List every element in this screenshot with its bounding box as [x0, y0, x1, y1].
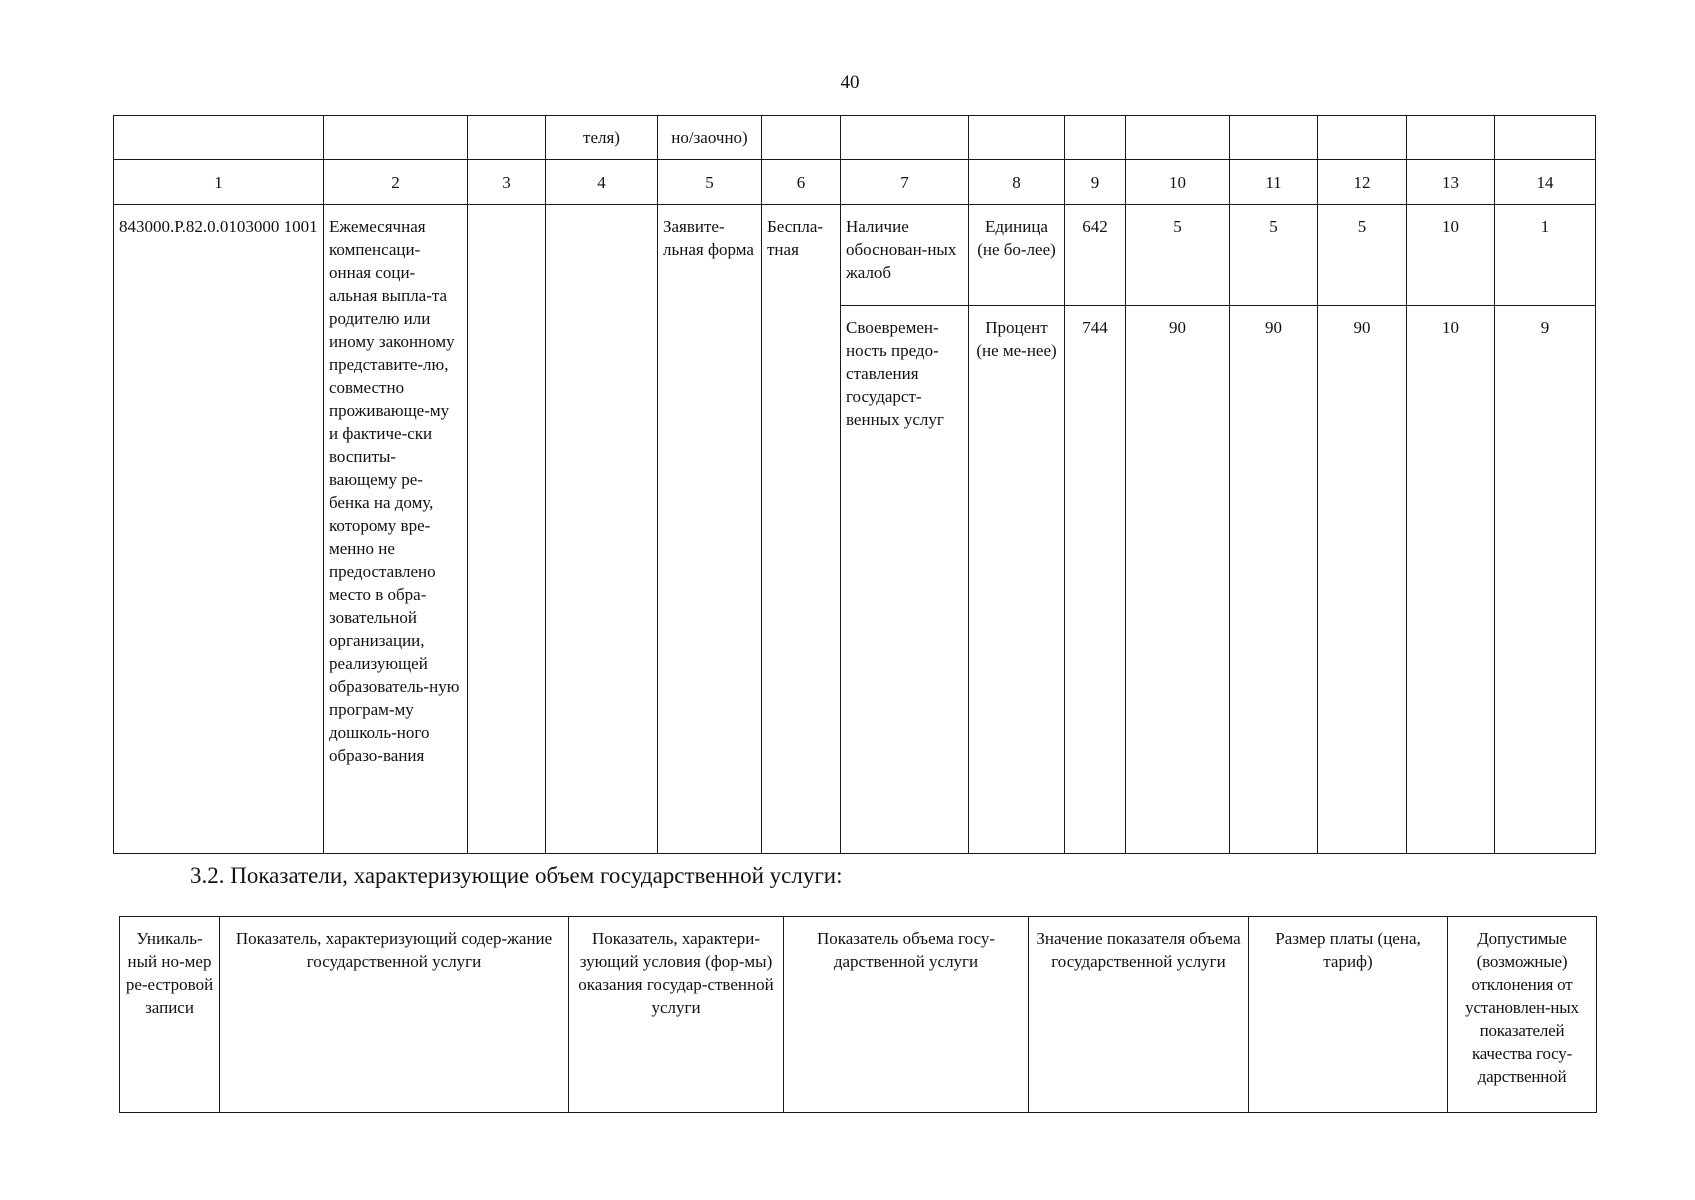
header-cell	[1126, 116, 1230, 160]
section-heading: 3.2. Показатели, характеризующие объем государственной услуги:	[190, 863, 843, 888]
value-cell: 90	[1230, 306, 1318, 854]
header-cell	[1318, 116, 1407, 160]
header-cell	[1230, 116, 1318, 160]
okei-code-cell: 744	[1065, 306, 1126, 854]
column-number: 4	[546, 160, 658, 205]
header-cell	[324, 116, 468, 160]
indicator-unit-cell: Процент (не ме-нее)	[969, 306, 1065, 854]
okei-code-cell: 642	[1065, 205, 1126, 306]
indicator-name-cell: Наличие обоснован-ных жалоб	[841, 205, 969, 306]
continuation-header-row	[114, 116, 1596, 160]
value-cell: 10	[1407, 205, 1495, 306]
value-cell: 10	[1407, 306, 1495, 854]
empty-cell	[468, 205, 546, 854]
payment-cell: Бесплa-тная	[762, 205, 841, 854]
column-header: Допустимые (возможные) отклонения от установлен-ных показателей качества госу-дарственной	[1448, 917, 1597, 1113]
column-number: 10	[1126, 160, 1230, 205]
header-cell: теля)	[546, 116, 658, 160]
registry-number-cell: 843000.Р.82.0.0103000 1001	[114, 205, 324, 854]
column-header: Размер платы (цена, тариф)	[1249, 917, 1448, 1113]
header-cell	[762, 116, 841, 160]
column-number: 11	[1230, 160, 1318, 205]
column-header: Показатель объема госу-дарственной услуги	[784, 917, 1029, 1113]
column-number: 12	[1318, 160, 1407, 205]
column-header: Показатель, характеризующий содер-жание государственной услуги	[220, 917, 569, 1113]
value-cell: 5	[1318, 205, 1407, 306]
value-cell: 90	[1318, 306, 1407, 854]
column-header: Значение показателя объема государственной услуги	[1029, 917, 1249, 1113]
header-cell	[1065, 116, 1126, 160]
column-number-row	[114, 160, 1596, 205]
column-number: 14	[1495, 160, 1596, 205]
header-cell	[969, 116, 1065, 160]
value-cell: 1	[1495, 205, 1596, 306]
header-row	[120, 917, 1597, 1113]
empty-cell	[546, 205, 658, 854]
column-number: 2	[324, 160, 468, 205]
header-cell	[1407, 116, 1495, 160]
header-cell	[1495, 116, 1596, 160]
value-cell: 90	[1126, 306, 1230, 854]
column-number: 9	[1065, 160, 1126, 205]
column-header: Показатель, характери-зующий условия (фор-мы) оказания государ-ственной услуги	[569, 917, 784, 1113]
page-number: 40	[840, 72, 860, 93]
value-cell: 5	[1230, 205, 1318, 306]
indicator-unit-cell: Единица (не бо-лее)	[969, 205, 1065, 306]
header-cell: но/заочно)	[658, 116, 762, 160]
service-form-cell: Заявите-льная форма	[658, 205, 762, 854]
quality-indicators-table	[113, 115, 1596, 854]
header-cell	[841, 116, 969, 160]
column-header: Уникаль-ный но-мер ре-естровой записи	[120, 917, 220, 1113]
volume-indicators-table	[119, 916, 1597, 1113]
header-cell	[468, 116, 546, 160]
table-row	[114, 205, 1596, 306]
service-content-cell: Ежемесячная компенсаци-онная соци-альная выпла-та родителю или иному законному представите-лю, совместно проживающе-му и фактиче-ски воспиты-вающему ре-бенка на дому, которому вре-менно не предоставлено место в обра-зовательной организации, реализующей образователь-ную програм-му дошколь-ного образо-вания	[324, 205, 468, 854]
column-number: 8	[969, 160, 1065, 205]
column-number: 3	[468, 160, 546, 205]
indicator-name-cell: Своевремен-ность предо-ставления государст-венных услуг	[841, 306, 969, 854]
column-number: 13	[1407, 160, 1495, 205]
column-number: 1	[114, 160, 324, 205]
header-cell	[114, 116, 324, 160]
value-cell: 9	[1495, 306, 1596, 854]
value-cell: 5	[1126, 205, 1230, 306]
column-number: 5	[658, 160, 762, 205]
column-number: 6	[762, 160, 841, 205]
column-number: 7	[841, 160, 969, 205]
